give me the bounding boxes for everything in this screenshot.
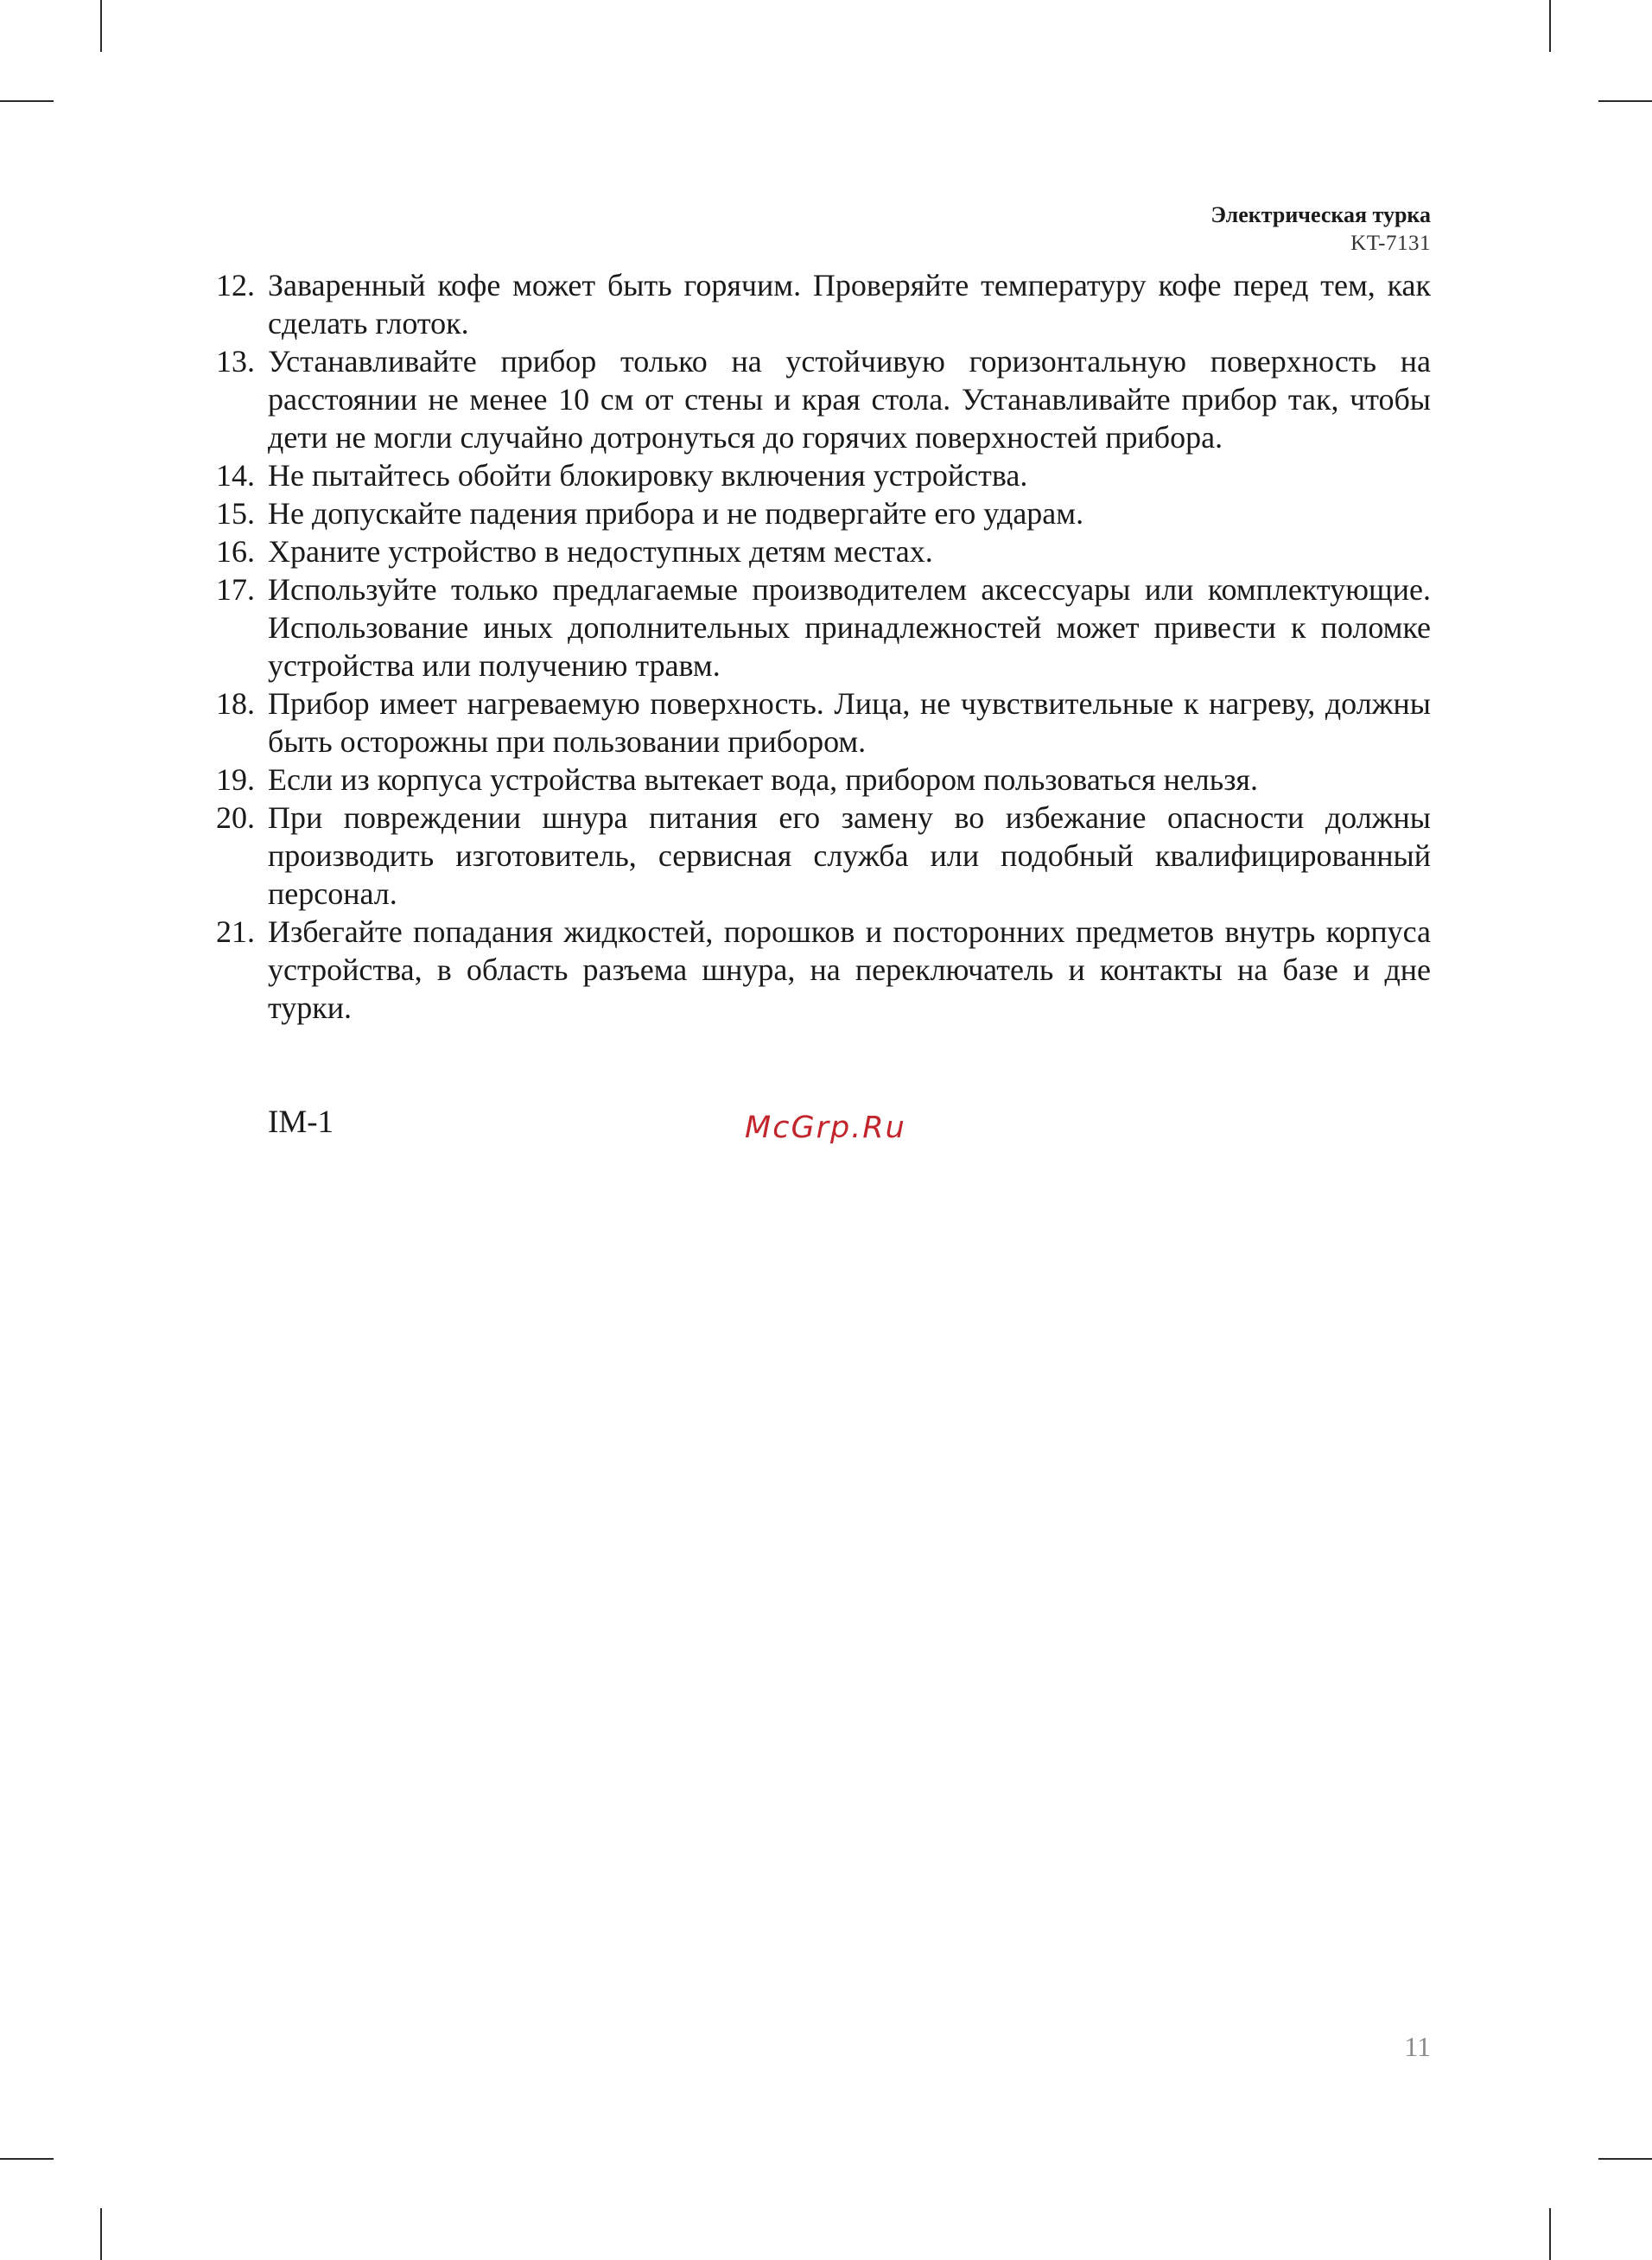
list-item-number: 13. <box>216 344 255 379</box>
list-item-number: 16. <box>216 534 255 569</box>
list-item-text: Если из корпуса устройства вытекает вода, прибором пользоваться нельзя. <box>268 762 1258 797</box>
crop-mark-bottom-left <box>100 2208 102 2260</box>
list-item-number: 17. <box>216 572 255 607</box>
list-item <box>216 570 1431 684</box>
crop-mark-left-top <box>0 100 54 102</box>
list-item-number: 14. <box>216 458 255 493</box>
list-item <box>216 761 1431 799</box>
list-item-number: 12. <box>216 268 255 302</box>
list-item-number: 15. <box>216 496 255 531</box>
list-item-number: 19. <box>216 762 255 797</box>
list-item-text: Устанавливайте прибор только на устойчивую горизонтальную поверхность на расстоянии не менее 10 см от стены и края стола. Устанавливайте прибор так, чтобы дети не могли случайно дотронуться до горячих поверхностей прибора. <box>268 344 1431 455</box>
page-number: 11 <box>1404 2031 1431 2062</box>
crop-mark-top-left <box>100 0 102 52</box>
crop-mark-top-right <box>1549 0 1551 52</box>
list-item <box>216 266 1431 342</box>
list-item-text: Прибор имеет нагреваемую поверхность. Лица, не чувствительные к нагреву, должны быть осторожны при пользовании прибором. <box>268 686 1431 759</box>
crop-mark-left-bottom <box>0 2158 54 2160</box>
crop-mark-right-top <box>1598 100 1652 102</box>
list-item-text: Не допускайте падения прибора и не подвергайте его ударам. <box>268 496 1084 531</box>
list-item <box>216 342 1431 456</box>
list-item <box>216 799 1431 913</box>
list-item <box>216 494 1431 532</box>
header-model: KT-7131 <box>1350 232 1431 255</box>
list-item-number: 20. <box>216 800 255 835</box>
list-item <box>216 913 1431 1027</box>
header-title: Электрическая турка <box>1210 202 1431 227</box>
list-item <box>216 532 1431 570</box>
watermark-link[interactable]: McGrp.Ru <box>745 1111 906 1145</box>
list-item-number: 18. <box>216 686 255 721</box>
list-item-text: Не пытайтесь обойти блокировку включения устройства. <box>268 458 1028 493</box>
list-item-text: При повреждении шнура питания его замену во избежание опасности должны производить изготовитель, сервисная служба или подобный квалифицированный персонал. <box>268 800 1431 911</box>
safety-instructions-list <box>216 266 1431 1027</box>
list-item <box>216 456 1431 494</box>
page-header <box>1210 201 1431 258</box>
list-item-text: Используйте только предлагаемые производителем аксессуары или комплектующие. Использование иных дополнительных принадлежностей может привести к поломке устройства или получению травм. <box>268 572 1431 683</box>
list-item-text: Храните устройство в недоступных детям местах. <box>268 534 933 569</box>
list-item-text: Избегайте попадания жидкостей, порошков и посторонних предметов внутрь корпуса устройства, в область разъема шнура, на переключатель и контакты на базе и дне турки. <box>268 914 1431 1025</box>
crop-mark-bottom-right <box>1549 2208 1551 2260</box>
list-item <box>216 684 1431 761</box>
list-item-text: Заваренный кофе может быть горячим. Проверяйте температуру кофе перед тем, как сделать глоток. <box>268 268 1431 341</box>
list-item-number: 21. <box>216 914 255 949</box>
crop-mark-right-bottom <box>1598 2158 1652 2160</box>
document-code: IM-1 <box>268 1105 334 1140</box>
